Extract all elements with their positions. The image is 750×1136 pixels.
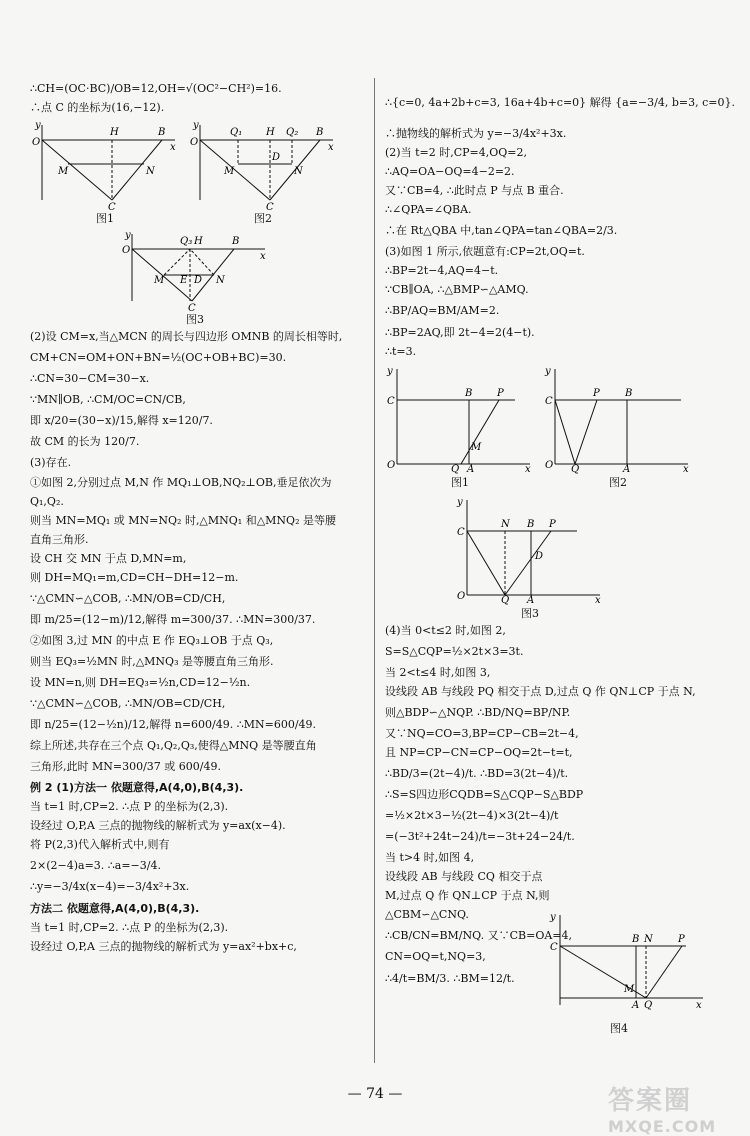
svg-text:Q: Q — [451, 463, 460, 474]
text-line: 三角形,此时 MN=300/37 或 600/49. — [30, 760, 221, 774]
text-line: CM+CN=OM+ON+BN=½(OC+OB+BC)=30. — [30, 351, 287, 365]
graph-figure-4 — [548, 910, 708, 1020]
text-line: ∴在 Rt△QBA 中,tan∠QPA=tan∠QBA=2/3. — [385, 224, 618, 238]
watermark-text: 答案圈 — [608, 1086, 693, 1116]
svg-text:B: B — [632, 934, 640, 945]
figure-1-left — [30, 120, 180, 227]
svg-text:N: N — [644, 934, 653, 945]
graph-figure-1 — [385, 364, 535, 474]
text-line: M,过点 Q 作 QN⊥CP 于点 N,则 — [385, 889, 550, 903]
figure-caption: 图1 — [451, 475, 469, 489]
text-line: ∴CN=30−CM=30−x. — [30, 372, 150, 386]
text-line: 即 n/25=(12−½n)/12,解得 n=600/49. ∴MN=600/49. — [30, 718, 317, 732]
text-line: 当 t>4 时,如图 4, — [385, 851, 475, 865]
svg-text:N: N — [294, 166, 303, 178]
figure-2-right — [543, 364, 693, 491]
text-line: 设 MN=n,则 DH=EQ₃=½n,CD=12−½n. — [30, 675, 251, 689]
graph-figure-3 — [455, 495, 605, 605]
svg-text:P: P — [593, 387, 600, 399]
text-line: (3)存在. — [30, 456, 72, 470]
svg-text:M: M — [224, 166, 235, 178]
right-column — [385, 80, 735, 991]
text-line: (4)当 0<t≤2 时,如图 2, — [385, 623, 506, 637]
text-line: Q₁,Q₂. — [30, 494, 64, 508]
figure-1-right — [385, 364, 535, 491]
text-line: ∴4/t=BM/3. ∴BM=12/t. — [385, 971, 515, 985]
text-line: (2)当 t=2 时,CP=4,OQ=2, — [385, 146, 527, 160]
text-line: 设线段 AB 与线段 PQ 相交于点 D,过点 Q 作 QN⊥CP 于点 N, — [385, 684, 696, 698]
text-line: 则 DH=MQ₁=m,CD=CH−DH=12−m. — [30, 570, 239, 584]
figure-4 — [548, 910, 708, 1036]
svg-text:Q₂: Q₂ — [286, 127, 299, 139]
text-line: 又∵CB=4, ∴此时点 P 与点 B 重合. — [385, 184, 564, 198]
svg-text:N: N — [501, 518, 510, 530]
text-line: =(−3t²+24t−24)/t=−3t+24−24/t. — [385, 830, 575, 844]
svg-text:Q: Q — [644, 1000, 653, 1011]
text-line: S=S△CQP=½×2t×3=3t. — [385, 644, 524, 658]
figure-row-top — [30, 120, 365, 227]
text-line: ∴BP=2AQ,即 2t−4=2(4−t). — [385, 325, 535, 339]
figure-2-left — [188, 120, 338, 227]
svg-text:Q: Q — [571, 463, 580, 474]
text-line: 则△BDP∽△NQP. ∴BD/NQ=BP/NP. — [385, 705, 571, 719]
svg-text:D: D — [272, 152, 281, 164]
text-line: ∴y=−3/4x(x−4)=−3/4x²+3x. — [30, 880, 190, 894]
svg-text:B: B — [316, 127, 324, 139]
svg-text:C: C — [457, 526, 465, 538]
svg-text:M: M — [624, 984, 635, 995]
svg-text:O: O — [457, 590, 466, 602]
svg-text:B: B — [232, 236, 240, 248]
svg-text:C: C — [108, 202, 116, 211]
svg-text:C: C — [545, 395, 553, 407]
text-line: (2)设 CM=x,当△MCN 的周长与四边形 OMNB 的周长相等时, — [30, 330, 343, 344]
svg-text:C: C — [266, 202, 274, 211]
text-line: 综上所述,共存在三个点 Q₁,Q₂,Q₃,使得△MNQ 是等腰直角 — [30, 739, 317, 753]
figure-caption: 图3 — [186, 313, 204, 327]
figure-caption: 图2 — [609, 475, 627, 489]
left-column — [30, 80, 365, 957]
page-number: — 74 — — [347, 1086, 403, 1102]
figure-caption: 图1 — [96, 212, 114, 226]
svg-text:D: D — [194, 275, 203, 287]
text-line: ∴∠QPA=∠QBA. — [385, 203, 472, 217]
text-line: 当 t=1 时,CP=2. ∴点 P 的坐标为(2,3). — [30, 920, 229, 934]
example-heading: 例 2 (1)方法一 依题意得,A(4,0),B(4,3). — [30, 781, 244, 795]
svg-text:x: x — [260, 251, 266, 263]
svg-text:D: D — [535, 550, 544, 562]
svg-text:O: O — [122, 245, 131, 257]
svg-text:C: C — [188, 303, 196, 312]
svg-text:H: H — [194, 236, 203, 248]
text-line: 设经过 O,P,A 三点的抛物线的解析式为 y=ax²+bx+c, — [30, 939, 297, 953]
svg-text:P: P — [678, 934, 685, 945]
text-line: ②如图 3,过 MN 的中点 E 作 EQ₃⊥OB 于点 Q₃, — [30, 633, 274, 647]
text-line: 即 m/25=(12−m)/12,解得 m=300/37. ∴MN=300/37. — [30, 612, 316, 626]
text-line: 故 CM 的长为 120/7. — [30, 435, 140, 449]
text-line: 将 P(2,3)代入解析式中,则有 — [30, 838, 170, 852]
text-line: 当 t=1 时,CP=2. ∴点 P 的坐标为(2,3). — [30, 800, 229, 814]
svg-text:x: x — [696, 1000, 702, 1011]
text-line: ∴BP=2t−4,AQ=4−t. — [385, 264, 499, 278]
svg-text:M: M — [154, 275, 165, 287]
text-line: ∴S=S四边形CQDB=S△CQP−S△BDP — [385, 788, 584, 802]
svg-text:B: B — [527, 518, 535, 530]
text-line: =½×2t×3−½(2t−4)×3(2t−4)/t — [385, 809, 559, 823]
method-heading: 方法二 依题意得,A(4,0),B(4,3). — [30, 901, 200, 915]
text-line: ∴抛物线的解析式为 y=−3/4x²+3x. — [385, 127, 567, 141]
svg-text:x: x — [595, 594, 601, 605]
watermark-url: MXQE.COM — [608, 1117, 717, 1136]
text-line: 设线段 AB 与线段 CQ 相交于点 — [385, 870, 543, 884]
text-line: 设 CH 交 MN 于点 D,MN=m, — [30, 551, 187, 565]
svg-text:O: O — [387, 459, 396, 471]
text-line: ∴BP/AQ=BM/AM=2. — [385, 304, 500, 318]
svg-text:O: O — [545, 459, 554, 471]
svg-text:O: O — [190, 137, 199, 149]
svg-text:Q₃: Q₃ — [180, 236, 193, 248]
text-line: 且 NP=CP−CN=CP−OQ=2t−t=t, — [385, 745, 573, 759]
text-line: 当 2<t≤4 时,如图 3, — [385, 665, 491, 679]
svg-text:B: B — [625, 387, 633, 399]
text-line: ∵MN∥OB, ∴CM/OC=CN/CB, — [30, 393, 186, 407]
svg-text:C: C — [550, 942, 558, 953]
text-line: ①如图 2,分别过点 M,N 作 MQ₁⊥OB,NQ₂⊥OB,垂足依次为 — [30, 475, 332, 489]
text-line: ∴AQ=OA−OQ=4−2=2. — [385, 165, 515, 179]
svg-text:y: y — [545, 365, 551, 377]
text-line: (3)如图 1 所示,依题意有:CP=2t,OQ=t. — [385, 245, 585, 259]
svg-text:A: A — [527, 594, 535, 605]
svg-text:x: x — [683, 463, 689, 474]
text-line: ∵CB∥OA, ∴△BMP∽△AMQ. — [385, 283, 529, 297]
svg-text:y: y — [457, 496, 463, 508]
svg-text:P: P — [549, 518, 556, 530]
svg-text:N: N — [146, 166, 155, 178]
graph-figure-2 — [543, 364, 693, 474]
text-line: CN=OQ=t,NQ=3, — [385, 950, 486, 964]
svg-text:x: x — [525, 463, 531, 474]
text-line: 设经过 O,P,A 三点的抛物线的解析式为 y=ax(x−4). — [30, 819, 286, 833]
svg-text:P: P — [497, 387, 504, 399]
figure-3-right — [455, 495, 725, 622]
geometry-figure-2 — [188, 120, 338, 210]
text-line: △CBM∽△CNQ. — [385, 908, 469, 922]
text-line: 则当 EQ₃=½MN 时,△MNQ₃ 是等腰直角三角形. — [30, 654, 274, 668]
svg-text:E: E — [180, 275, 188, 287]
figure-3-left — [120, 231, 365, 328]
svg-text:H: H — [110, 127, 119, 139]
text-line: 即 x/20=(30−x)/15,解得 x=120/7. — [30, 414, 213, 428]
text-line: ∴CH=(OC·BC)/OB=12,OH=√(OC²−CH²)=16. — [30, 82, 282, 95]
geometry-figure-3 — [120, 231, 270, 311]
svg-text:Q₁: Q₁ — [230, 127, 243, 139]
figure-caption: 图2 — [254, 212, 272, 226]
svg-text:M: M — [58, 166, 69, 178]
watermark-logo — [608, 1080, 738, 1136]
svg-text:Q: Q — [501, 594, 510, 605]
figure-row-right — [385, 364, 725, 491]
text-line: ∵△CMN∽△COB, ∴MN/OB=CD/CH, — [30, 697, 226, 711]
svg-text:H: H — [266, 127, 275, 139]
text-line: 则当 MN=MQ₁ 或 MN=NQ₂ 时,△MNQ₁ 和△MNQ₂ 是等腰 — [30, 513, 336, 527]
geometry-figure-1 — [30, 120, 180, 210]
svg-text:O: O — [32, 137, 41, 149]
svg-text:y: y — [387, 365, 393, 377]
svg-text:A: A — [623, 463, 631, 474]
svg-text:N: N — [216, 275, 225, 287]
text-line: 直角三角形. — [30, 532, 89, 546]
text-line: ∴BD/3=(2t−4)/t. ∴BD=3(2t−4)/t. — [385, 767, 569, 781]
text-line: ∴CB/CN=BM/NQ. 又∵CB=OA=4, — [385, 929, 572, 943]
svg-text:x: x — [328, 142, 334, 154]
svg-text:B: B — [465, 387, 473, 399]
figure-caption: 图3 — [521, 606, 539, 620]
text-line: ∴t=3. — [385, 344, 417, 358]
text-line: 2×(2−4)a=3. ∴a=−3/4. — [30, 859, 161, 873]
svg-text:A: A — [467, 463, 475, 474]
figure-caption: 图4 — [610, 1022, 628, 1035]
svg-text:y: y — [193, 120, 199, 132]
svg-text:M: M — [471, 441, 482, 453]
svg-text:y: y — [125, 231, 131, 242]
svg-text:C: C — [387, 395, 395, 407]
column-divider — [374, 78, 375, 1063]
text-line: ∴点 C 的坐标为(16,−12). — [30, 101, 165, 115]
svg-text:A: A — [632, 1000, 640, 1011]
text-line: ∵△CMN∽△COB, ∴MN/OB=CD/CH, — [30, 591, 226, 605]
text-line: ∴{c=0, 4a+2b+c=3, 16a+4b+c=0} 解得 {a=−3/4, b=3, c=0}. — [385, 96, 735, 109]
svg-text:x: x — [170, 142, 176, 154]
text-line: 又∵NQ=CO=3,BP=CP−CB=2t−4, — [385, 726, 579, 740]
svg-text:y: y — [550, 912, 556, 923]
svg-text:B: B — [158, 127, 166, 139]
svg-text:y: y — [35, 120, 41, 132]
